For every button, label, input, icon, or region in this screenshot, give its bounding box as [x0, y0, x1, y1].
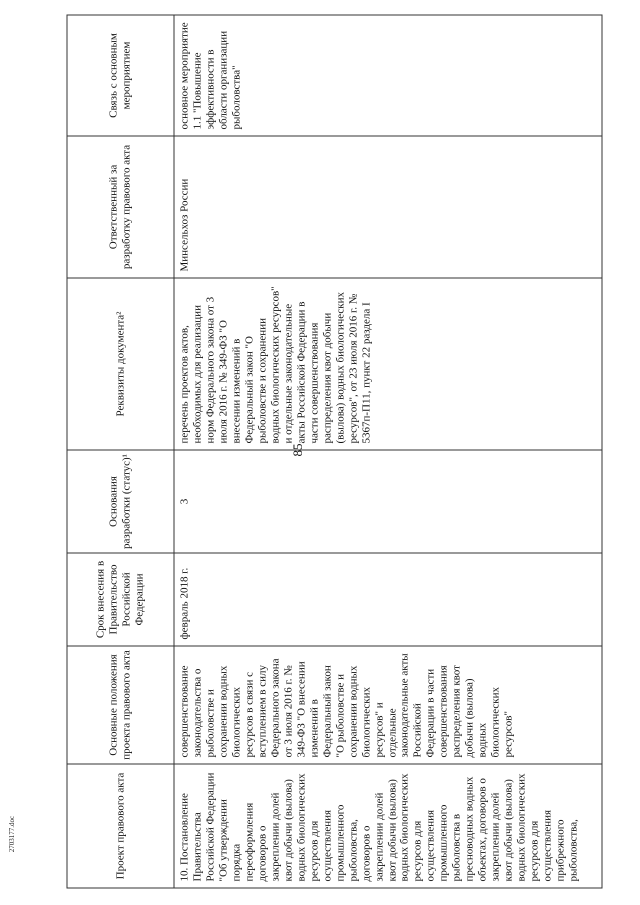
cell-deadline: февраль 2018 г.	[174, 553, 602, 646]
cell-link: основное мероприятие 1.1 "Повышение эффективности в области организации рыболовства"	[174, 15, 602, 136]
cell-provisions: совершенствование законодательства о рыболовстве и сохранении водных биологических ресурсов в связи с вступлением в силу Федерального закона от 3 июля 2016 г. № 349-ФЗ "О внесении изменений в Федеральный закон "О рыболовстве и сохранении водных биологических ресурсов" и отдельные законодательные акты Российской Федерации в части совершенствования распределения квот добычи (вылова) водных биологических ресурсов"	[174, 646, 602, 764]
cell-responsible: Минсельхоз России	[174, 136, 602, 278]
project-text: Постановление Правительства Российской Федерации "Об утверждении порядка переоформления договоров о закреплении долей квот добычи (вылова) водных биологических ресурсов для осуществления промышленного рыболовства, договоров о закреплении долей квот добычи (вылова) водных биологических ресурсов для осуществления промышленного рыболовства в пресноводных водных объектах, договоров о закреплении долей квот добычи (вылова) водных биологических ресурсов для осуществления прибрежного рыболовства,	[178, 772, 580, 882]
rotated-table-container	[66, 16, 602, 889]
page-number: 85	[290, 443, 305, 457]
legal-acts-table	[66, 15, 602, 889]
table-row	[174, 15, 602, 888]
cell-requisites: перечень проектов актов, необходимых для реализации норм Федерального закона от 3 июля 2016 г. № 349-ФЗ "О внесении изменений в Федеральный закон "О рыболовстве и сохранении водных биологических ресурсов" и отдельные законодательные акты Российской Федерации в части совершенствования распределения квот добычи (вылова) водных биологических ресурсов", от 23 июля 2016 г. № 5367п-П11, пункт 22 раздела I	[174, 278, 602, 450]
header-link: Связь с основным мероприятием	[67, 15, 174, 136]
header-basis: Основания разработки (статус)¹	[67, 450, 174, 553]
header-requisites: Реквизиты документа²	[67, 278, 174, 450]
header-deadline: Срок внесения в Правительство Российской Федерации	[67, 553, 174, 646]
row-number: 10.	[178, 867, 190, 882]
document-stamp: 2703177.doc	[8, 815, 16, 853]
cell-basis: 3	[174, 450, 602, 553]
header-responsible: Ответственный за разработку правового акта	[67, 136, 174, 278]
table-header-row	[67, 15, 174, 888]
header-provisions: Основные положения проекта правового акта	[67, 646, 174, 764]
header-project: Проект правового акта	[67, 764, 174, 888]
cell-project	[174, 764, 602, 888]
